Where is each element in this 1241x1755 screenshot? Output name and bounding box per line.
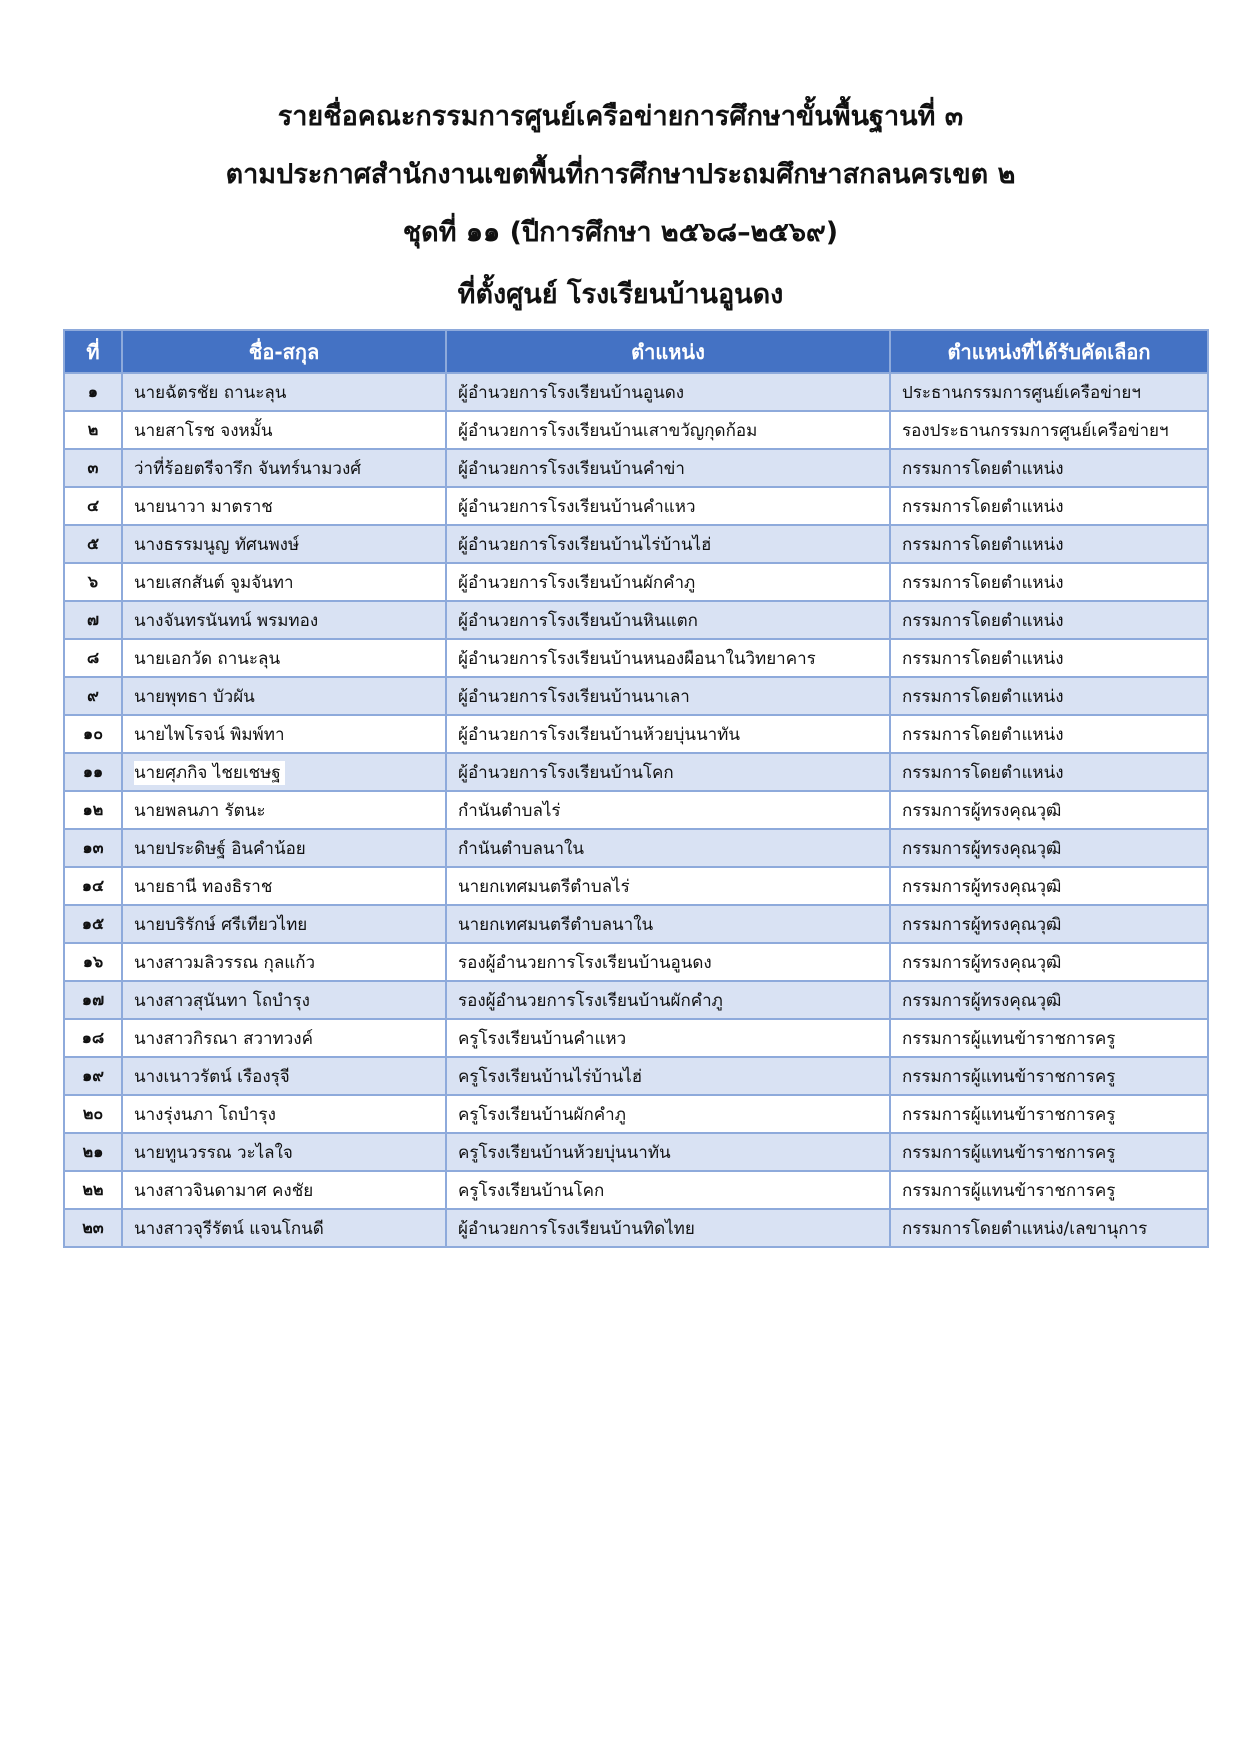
table-row — [64, 943, 1208, 981]
cell-number: ๑๔ — [64, 867, 122, 905]
cell-selected-role: รองประธานกรรมการศูนย์เครือข่ายฯ — [890, 411, 1208, 449]
cell-name: นายพุทธา บัวผัน — [122, 677, 446, 715]
table-row — [64, 829, 1208, 867]
document-title-block — [0, 88, 1241, 324]
cell-position: ผู้อำนวยการโรงเรียนบ้านเสาขวัญกุดก้อม — [446, 411, 890, 449]
table-row — [64, 677, 1208, 715]
header-name: ชื่อ-สกุล — [122, 330, 446, 373]
table-row — [64, 791, 1208, 829]
cell-number: ๖ — [64, 563, 122, 601]
cell-selected-role: กรรมการผู้แทนข้าราชการครู — [890, 1133, 1208, 1171]
cell-selected-role: กรรมการผู้ทรงคุณวุฒิ — [890, 867, 1208, 905]
cell-name: นายนาวา มาตราช — [122, 487, 446, 525]
table-row — [64, 411, 1208, 449]
title-line-4: ที่ตั้งศูนย์ โรงเรียนบ้านอูนดง — [457, 279, 784, 310]
cell-selected-role: กรรมการโดยตำแหน่ง — [890, 525, 1208, 563]
cell-selected-role: กรรมการโดยตำแหน่ง — [890, 677, 1208, 715]
table-row — [64, 601, 1208, 639]
cell-name: นายสาโรช จงหมั้น — [122, 411, 446, 449]
table-row — [64, 487, 1208, 525]
cell-number: ๕ — [64, 525, 122, 563]
table-row — [64, 1133, 1208, 1171]
cell-position: ผู้อำนวยการโรงเรียนบ้านทิดไทย — [446, 1209, 890, 1247]
cell-position: ผู้อำนวยการโรงเรียนบ้านคำแหว — [446, 487, 890, 525]
cell-position: กำนันตำบลไร่ — [446, 791, 890, 829]
table-row — [64, 449, 1208, 487]
cell-number: ๒๒ — [64, 1171, 122, 1209]
cell-name: นายธานี ทองธิราช — [122, 867, 446, 905]
title-line-3: ชุดที่ ๑๑ (ปีการศึกษา ๒๕๖๘–๒๕๖๙) — [402, 217, 839, 248]
table-row — [64, 639, 1208, 677]
cell-name: ว่าที่ร้อยตรีจารึก จันทร์นามวงศ์ — [122, 449, 446, 487]
cell-position: นายกเทศมนตรีตำบลไร่ — [446, 867, 890, 905]
cell-position: ผู้อำนวยการโรงเรียนบ้านผักคำภู — [446, 563, 890, 601]
cell-number: ๑๘ — [64, 1019, 122, 1057]
cell-name: นางสาวสุนันทา โถบำรุง — [122, 981, 446, 1019]
cell-name: นายฉัตรชัย ถานะลุน — [122, 373, 446, 411]
cell-selected-role: กรรมการโดยตำแหน่ง — [890, 601, 1208, 639]
table-header-row — [64, 330, 1208, 373]
cell-number: ๒๑ — [64, 1133, 122, 1171]
cell-number: ๒๓ — [64, 1209, 122, 1247]
title-line-2: ตามประกาศสำนักงานเขตพื้นที่การศึกษาประถมศึกษาสกลนครเขต ๒ — [225, 159, 1016, 190]
cell-name: นายพลนภา รัตนะ — [122, 791, 446, 829]
cell-number: ๑๐ — [64, 715, 122, 753]
cell-position: ครูโรงเรียนบ้านผักคำภู — [446, 1095, 890, 1133]
cell-position: ผู้อำนวยการโรงเรียนบ้านอูนดง — [446, 373, 890, 411]
cell-position: ผู้อำนวยการโรงเรียนบ้านคำข่า — [446, 449, 890, 487]
cell-selected-role: กรรมการผู้ทรงคุณวุฒิ — [890, 791, 1208, 829]
table-row — [64, 1057, 1208, 1095]
table-row — [64, 1019, 1208, 1057]
cell-name: นายเสกสันต์ จูมจันทา — [122, 563, 446, 601]
table-row — [64, 1209, 1208, 1247]
table-row — [64, 753, 1208, 791]
cell-name: นางเนาวรัตน์ เรืองรุจี — [122, 1057, 446, 1095]
cell-selected-role: กรรมการผู้ทรงคุณวุฒิ — [890, 829, 1208, 867]
cell-position: ผู้อำนวยการโรงเรียนบ้านห้วยบุ่นนาทัน — [446, 715, 890, 753]
table-row — [64, 981, 1208, 1019]
table-row — [64, 905, 1208, 943]
cell-position: ผู้อำนวยการโรงเรียนบ้านนาเลา — [446, 677, 890, 715]
cell-name: นายไพโรจน์ พิมพ์ทา — [122, 715, 446, 753]
table-row — [64, 373, 1208, 411]
cell-number: ๑๙ — [64, 1057, 122, 1095]
cell-selected-role: กรรมการโดยตำแหน่ง — [890, 449, 1208, 487]
cell-selected-role: กรรมการโดยตำแหน่ง — [890, 563, 1208, 601]
cell-selected-role: กรรมการผู้ทรงคุณวุฒิ — [890, 943, 1208, 981]
committee-table — [63, 329, 1209, 1248]
cell-number: ๒ — [64, 411, 122, 449]
table-row — [64, 1095, 1208, 1133]
cell-name: นางสาวจุรีรัตน์ แจนโกนดี — [122, 1209, 446, 1247]
cell-selected-role: กรรมการผู้แทนข้าราชการครู — [890, 1057, 1208, 1095]
cell-name — [122, 753, 446, 791]
cell-selected-role: กรรมการผู้แทนข้าราชการครู — [890, 1095, 1208, 1133]
cell-number: ๑๓ — [64, 829, 122, 867]
cell-selected-role: กรรมการโดยตำแหน่ง — [890, 715, 1208, 753]
cell-number: ๘ — [64, 639, 122, 677]
cell-position: ผู้อำนวยการโรงเรียนบ้านหินแตก — [446, 601, 890, 639]
cell-position: ผู้อำนวยการโรงเรียนบ้านไร่บ้านไฮ่ — [446, 525, 890, 563]
table-body — [64, 373, 1208, 1247]
cell-name: นางสาวกิรณา สวาทวงค์ — [122, 1019, 446, 1057]
header-number: ที่ — [64, 330, 122, 373]
table-row — [64, 715, 1208, 753]
cell-position: ครูโรงเรียนบ้านโคก — [446, 1171, 890, 1209]
cell-selected-role: กรรมการโดยตำแหน่ง/เลขานุการ — [890, 1209, 1208, 1247]
cell-number: ๔ — [64, 487, 122, 525]
table-row — [64, 563, 1208, 601]
cell-selected-role: กรรมการผู้ทรงคุณวุฒิ — [890, 981, 1208, 1019]
cell-selected-role: กรรมการโดยตำแหน่ง — [890, 487, 1208, 525]
cell-name: นางรุ่งนภา โถบำรุง — [122, 1095, 446, 1133]
cell-number: ๑๗ — [64, 981, 122, 1019]
highlighted-name: นายศุภกิจ ไชยเชษฐ — [134, 761, 285, 785]
title-line-1: รายชื่อคณะกรรมการศูนย์เครือข่ายการศึกษาขั้นพื้นฐานที่ ๓ — [277, 101, 964, 132]
cell-name: นายทูนวรรณ วะไลใจ — [122, 1133, 446, 1171]
cell-name: นางสาวจินดามาศ คงชัย — [122, 1171, 446, 1209]
cell-name: นายประดิษฐ์ อินคำน้อย — [122, 829, 446, 867]
cell-name: นางจันทรนันทน์ พรมทอง — [122, 601, 446, 639]
cell-number: ๓ — [64, 449, 122, 487]
cell-name: นางธรรมนูญ ทัศนพงษ์ — [122, 525, 446, 563]
cell-selected-role: กรรมการโดยตำแหน่ง — [890, 753, 1208, 791]
cell-position: กำนันตำบลนาใน — [446, 829, 890, 867]
table-row — [64, 525, 1208, 563]
cell-selected-role: กรรมการผู้ทรงคุณวุฒิ — [890, 905, 1208, 943]
cell-number: ๙ — [64, 677, 122, 715]
cell-position: ครูโรงเรียนบ้านไร่บ้านไฮ่ — [446, 1057, 890, 1095]
table-row — [64, 1171, 1208, 1209]
cell-number: ๑๑ — [64, 753, 122, 791]
cell-position: ครูโรงเรียนบ้านคำแหว — [446, 1019, 890, 1057]
cell-selected-role: กรรมการผู้แทนข้าราชการครู — [890, 1019, 1208, 1057]
cell-position: ครูโรงเรียนบ้านห้วยบุ่นนาทัน — [446, 1133, 890, 1171]
cell-selected-role: กรรมการโดยตำแหน่ง — [890, 639, 1208, 677]
cell-number: ๗ — [64, 601, 122, 639]
cell-number: ๑๒ — [64, 791, 122, 829]
cell-position: รองผู้อำนวยการโรงเรียนบ้านอูนดง — [446, 943, 890, 981]
header-position: ตำแหน่ง — [446, 330, 890, 373]
cell-number: ๑๕ — [64, 905, 122, 943]
table-row — [64, 867, 1208, 905]
cell-number: ๑ — [64, 373, 122, 411]
header-selected-role: ตำแหน่งที่ได้รับคัดเลือก — [890, 330, 1208, 373]
cell-position: ผู้อำนวยการโรงเรียนบ้านหนองผือนาในวิทยาคาร — [446, 639, 890, 677]
cell-number: ๒๐ — [64, 1095, 122, 1133]
cell-number: ๑๖ — [64, 943, 122, 981]
cell-position: นายกเทศมนตรีตำบลนาใน — [446, 905, 890, 943]
cell-name: นายบริรักษ์ ศรีเทียวไทย — [122, 905, 446, 943]
cell-selected-role: ประธานกรรมการศูนย์เครือข่ายฯ — [890, 373, 1208, 411]
cell-selected-role: กรรมการผู้แทนข้าราชการครู — [890, 1171, 1208, 1209]
cell-name: นายเอกวัด ถานะลุน — [122, 639, 446, 677]
cell-position: รองผู้อำนวยการโรงเรียนบ้านผักคำภู — [446, 981, 890, 1019]
cell-name: นางสาวมลิวรรณ กุลแก้ว — [122, 943, 446, 981]
cell-position: ผู้อำนวยการโรงเรียนบ้านโคก — [446, 753, 890, 791]
